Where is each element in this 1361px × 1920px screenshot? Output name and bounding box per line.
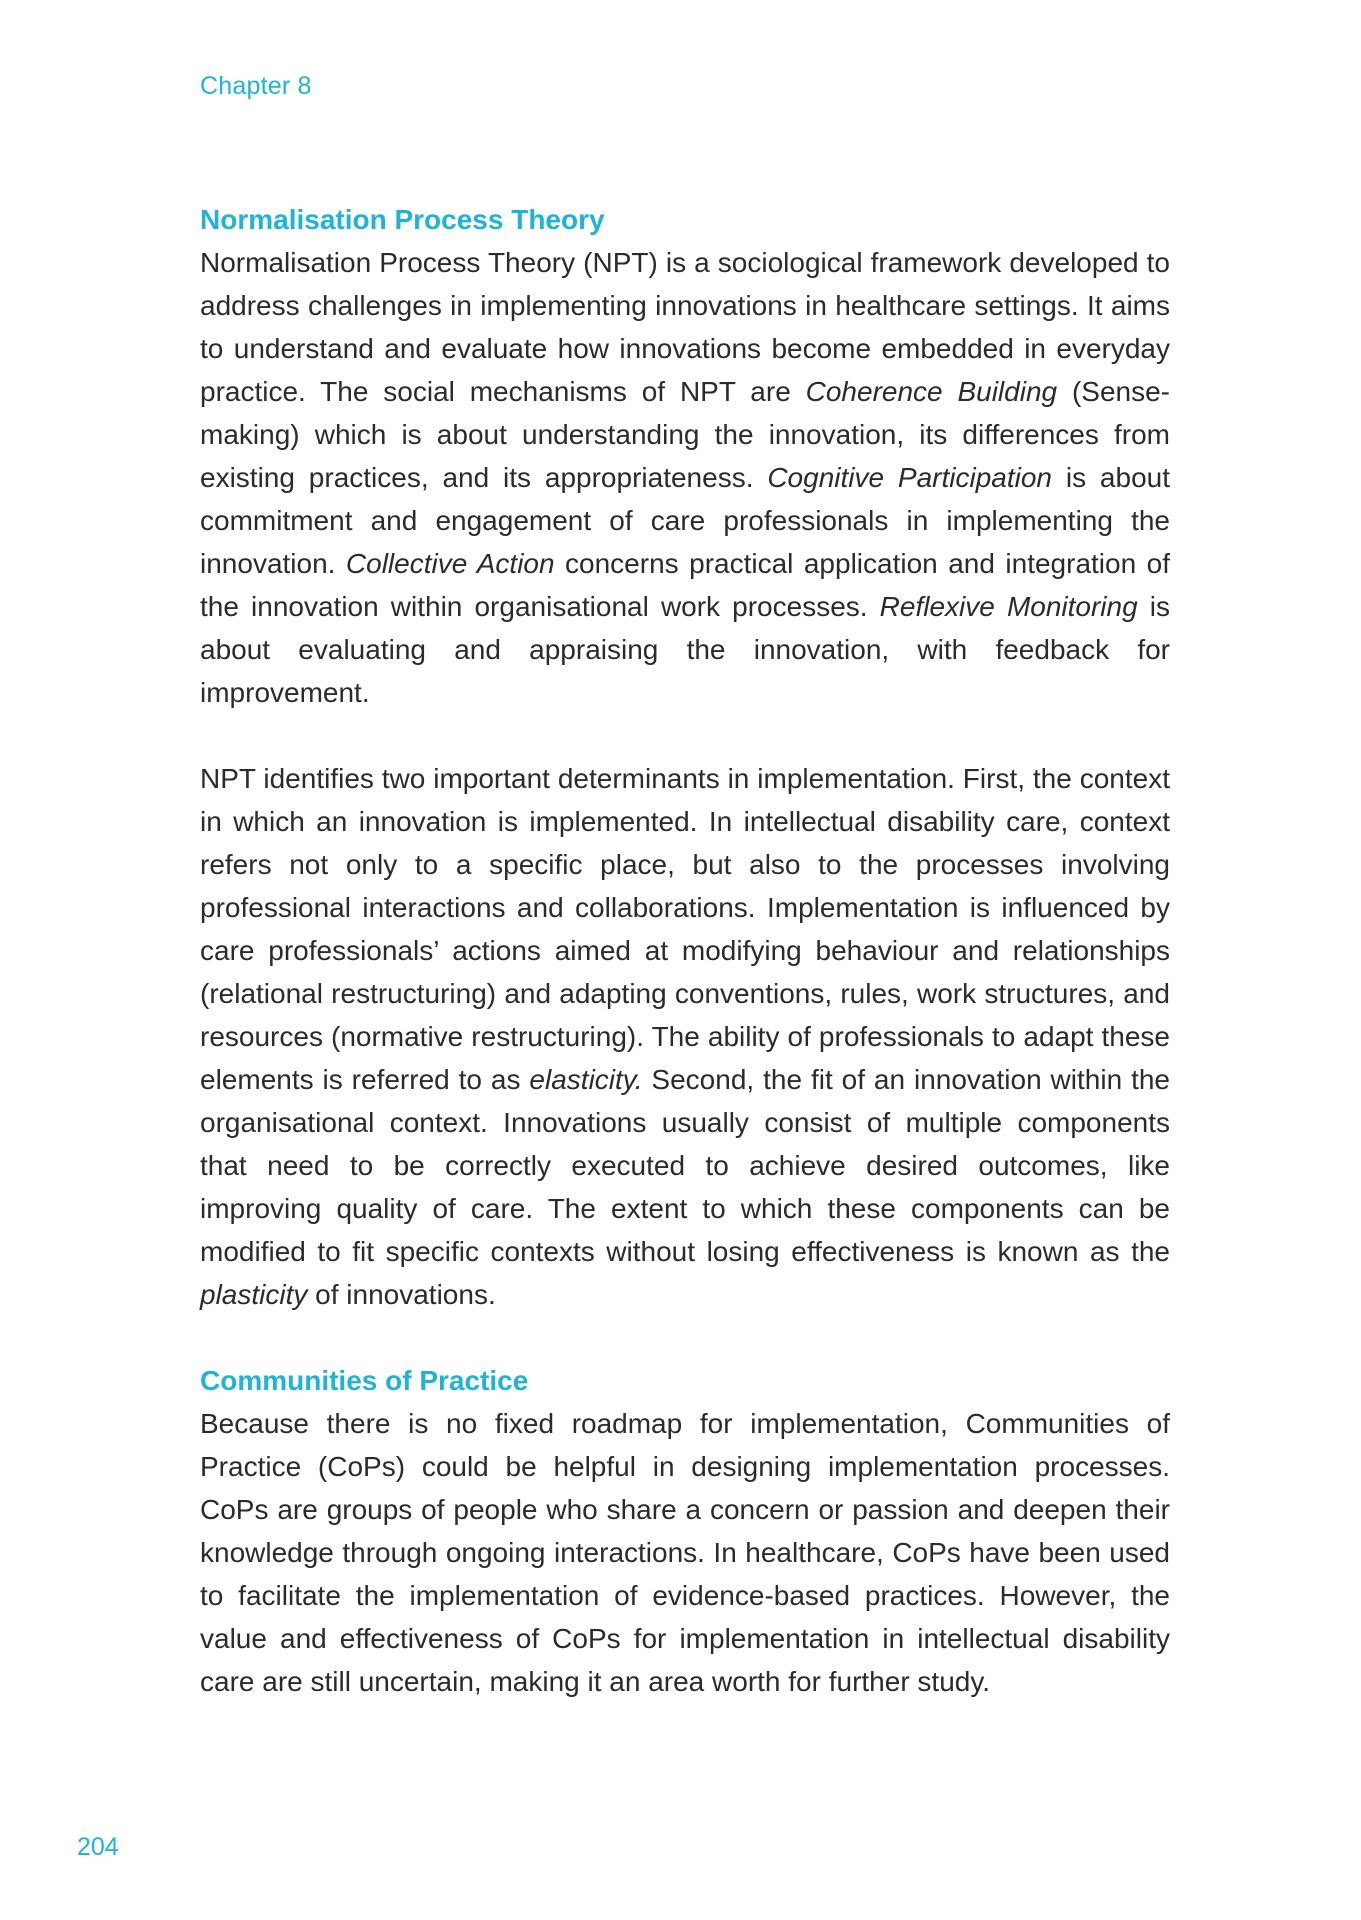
text-run: of innovations.: [307, 1279, 496, 1310]
text-run: concerns practical application and integration of the innovation within organisational work processes.: [200, 548, 1170, 622]
term-reflexive-monitoring: Reflexive Monitoring: [879, 591, 1138, 622]
text-run: Second, the fit of an innovation within the organisational context. Innovations usually consist of multiple components that need to be correctly executed to achieve desired outcomes, like improving quality of care. The extent to which these components can be modified to fit specific contexts without losing effectiveness is known as the: [200, 1064, 1170, 1267]
text-run: (Sense-making) which is about understanding the innovation, its differences from existing practices, and its appropriateness.: [200, 376, 1170, 493]
term-collective-action: Collective Action: [345, 548, 555, 579]
text-run: is about evaluating and appraising the innovation, with feedback for improvement.: [200, 591, 1170, 708]
cop-paragraph-1: Because there is no fixed roadmap for implementation, Communities of Practice (CoPs) could be helpful in designing implementation processes. CoPs are groups of people who share a concern or passion and deepen their knowledge through ongoing interactions. In healthcare, CoPs have been used to facilitate the implementation of evidence-based practices. However, the value and effectiveness of CoPs for implementation in intellectual disability care are still uncertain, making it an area worth for further study.: [200, 1408, 1170, 1697]
term-cognitive-participation: Cognitive Participation: [767, 462, 1052, 493]
page-body: [200, 198, 1170, 1703]
text-run: is about commitment and engagement of care professionals in implementing the innovation.: [200, 462, 1170, 579]
paragraph-spacer: [200, 1316, 1170, 1359]
text-run: Normalisation Process Theory (NPT) is a sociological framework developed to address challenges in implementing innovations in healthcare settings. It aims to understand and evaluate how innovations become embedded in everyday practice. The social mechanisms of NPT are: [200, 247, 1170, 407]
section-heading-npt: Normalisation Process Theory: [200, 204, 605, 235]
npt-paragraph-1: [200, 241, 1170, 714]
npt-paragraph-2: [200, 757, 1170, 1316]
paragraph-spacer: [200, 714, 1170, 757]
running-header-chapter: Chapter 8: [200, 72, 312, 100]
term-coherence-building: Coherence Building: [805, 376, 1058, 407]
text-run: NPT identifies two important determinants in implementation. First, the context in which an innovation is implemented. In intellectual disability care, context refers not only to a specific place, but also to the processes involving professional interactions and collaborations. Implementation is influenced by care professionals’ actions aimed at modifying behaviour and relationships (relational restructuring) and adapting conventions, rules, work structures, and resources (normative restructuring). The ability of professionals to adapt these elements is referred to as: [200, 763, 1170, 1095]
term-plasticity: plasticity: [200, 1279, 308, 1310]
page-number: 204: [77, 1833, 119, 1861]
term-elasticity: elasticity.: [529, 1064, 643, 1095]
section-heading-cop: Communities of Practice: [200, 1365, 529, 1396]
